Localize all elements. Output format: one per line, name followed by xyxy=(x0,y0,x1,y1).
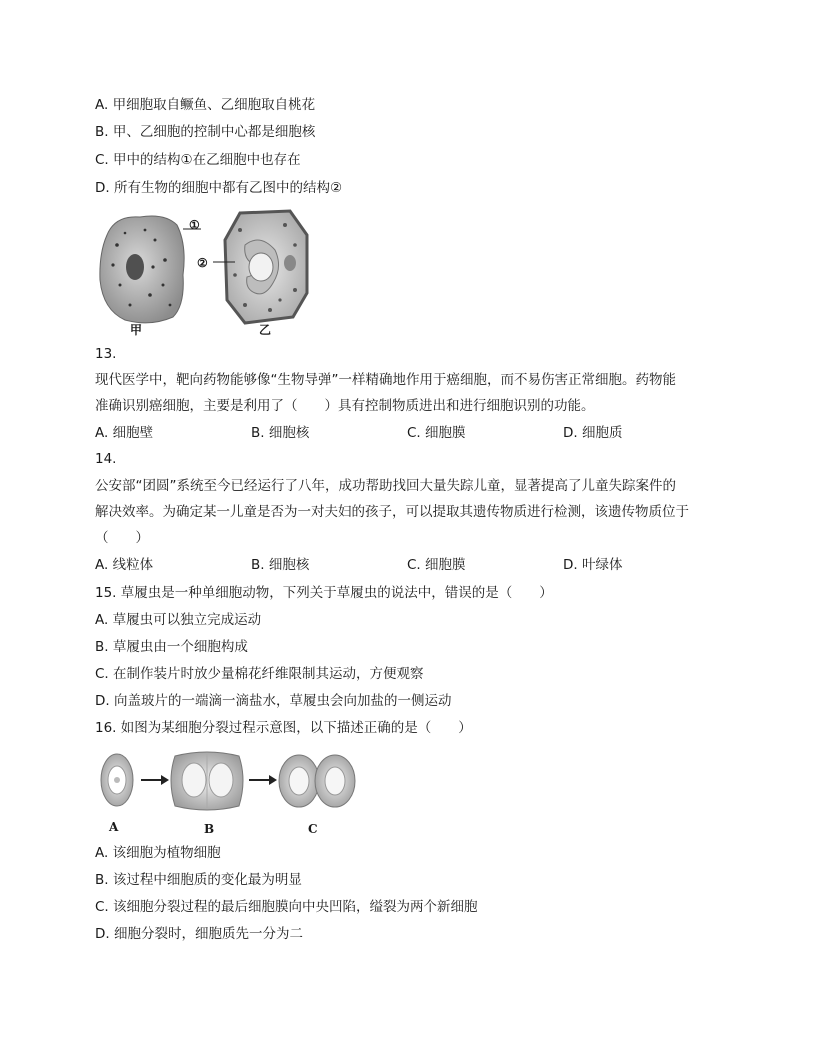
q16-cell-division-figure xyxy=(95,748,360,816)
q13-options xyxy=(95,423,735,443)
q13-option-c: C. 细胞膜 xyxy=(407,425,466,441)
stage-a-cell xyxy=(101,754,133,806)
q14-option-c: C. 细胞膜 xyxy=(407,557,466,573)
arrow-icon xyxy=(141,775,169,785)
stage-label-b: B xyxy=(204,822,215,836)
figure-label-jia: 甲 xyxy=(130,323,143,337)
q15-option-d: D. 向盖玻片的一端滴一滴盐水，草履虫会向加盐的一侧运动 xyxy=(95,693,452,709)
q14-stem-line2: 解决效率。为确定某一儿童是否为一对夫妇的孩子，可以提取其遗传物质进行检测，该遗传物质位于 xyxy=(95,504,689,520)
plant-cell-yi xyxy=(225,211,307,323)
q14-stem-line3: （ ） xyxy=(95,530,149,546)
stage-b-cell xyxy=(171,752,243,810)
q13-option-d: D. 细胞质 xyxy=(563,425,623,441)
q16-stem: 16. 如图为某细胞分裂过程示意图，以下描述正确的是（ ） xyxy=(95,720,472,736)
q15-option-b: B. 草履虫由一个细胞构成 xyxy=(95,639,248,655)
stage-label-a: A xyxy=(109,820,119,834)
q12-option-b: B. 甲、乙细胞的控制中心都是细胞核 xyxy=(95,124,316,140)
q16-option-d: D. 细胞分裂时，细胞质先一分为二 xyxy=(95,926,303,942)
q13-stem-line2: 准确识别癌细胞，主要是利用了（ ）具有控制物质进出和进行细胞识别的功能。 xyxy=(95,398,595,414)
q14-options xyxy=(95,555,735,575)
q13-option-a: A. 细胞壁 xyxy=(95,425,154,441)
q13-option-b: B. 细胞核 xyxy=(251,425,310,441)
stage-c-cells xyxy=(279,755,355,807)
q14-option-b: B. 细胞核 xyxy=(251,557,310,573)
arrow-icon xyxy=(249,775,277,785)
marker-2: ② xyxy=(197,256,208,270)
animal-cell-jia xyxy=(100,216,184,323)
q15-option-a: A. 草履虫可以独立完成运动 xyxy=(95,612,262,628)
q16-option-b: B. 该过程中细胞质的变化最为明显 xyxy=(95,872,302,888)
figure-label-yi: 乙 xyxy=(259,323,272,337)
q12-option-a: A. 甲细胞取自鳜鱼、乙细胞取自桃花 xyxy=(95,97,316,113)
q14-option-a: A. 线粒体 xyxy=(95,557,154,573)
q14-stem-line1: 公安部“团圆”系统至今已经运行了八年，成功帮助找回大量失踪儿童，显著提高了儿童失踪案件的 xyxy=(95,478,676,494)
marker-1: ① xyxy=(189,218,200,232)
q16-option-c: C. 该细胞分裂过程的最后细胞膜向中央凹陷，缢裂为两个新细胞 xyxy=(95,899,478,915)
q12-option-c: C. 甲中的结构①在乙细胞中也存在 xyxy=(95,152,301,168)
q15-stem: 15. 草履虫是一种单细胞动物，下列关于草履虫的说法中，错误的是（ ） xyxy=(95,585,553,601)
q16-option-a: A. 该细胞为植物细胞 xyxy=(95,845,221,861)
q12-option-d: D. 所有生物的细胞中都有乙图中的结构② xyxy=(95,180,343,196)
q13-number: 13. xyxy=(95,346,117,362)
stage-label-c: C xyxy=(308,822,318,836)
q15-option-c: C. 在制作装片时放少量棉花纤维限制其运动，方便观察 xyxy=(95,666,424,682)
q13-stem-line1: 现代医学中，靶向药物能够像“生物导弹”一样精确地作用于癌细胞，而不易伤害正常细胞。药物能 xyxy=(95,372,676,388)
q14-option-d: D. 叶绿体 xyxy=(563,557,623,573)
q14-number: 14. xyxy=(95,451,117,467)
